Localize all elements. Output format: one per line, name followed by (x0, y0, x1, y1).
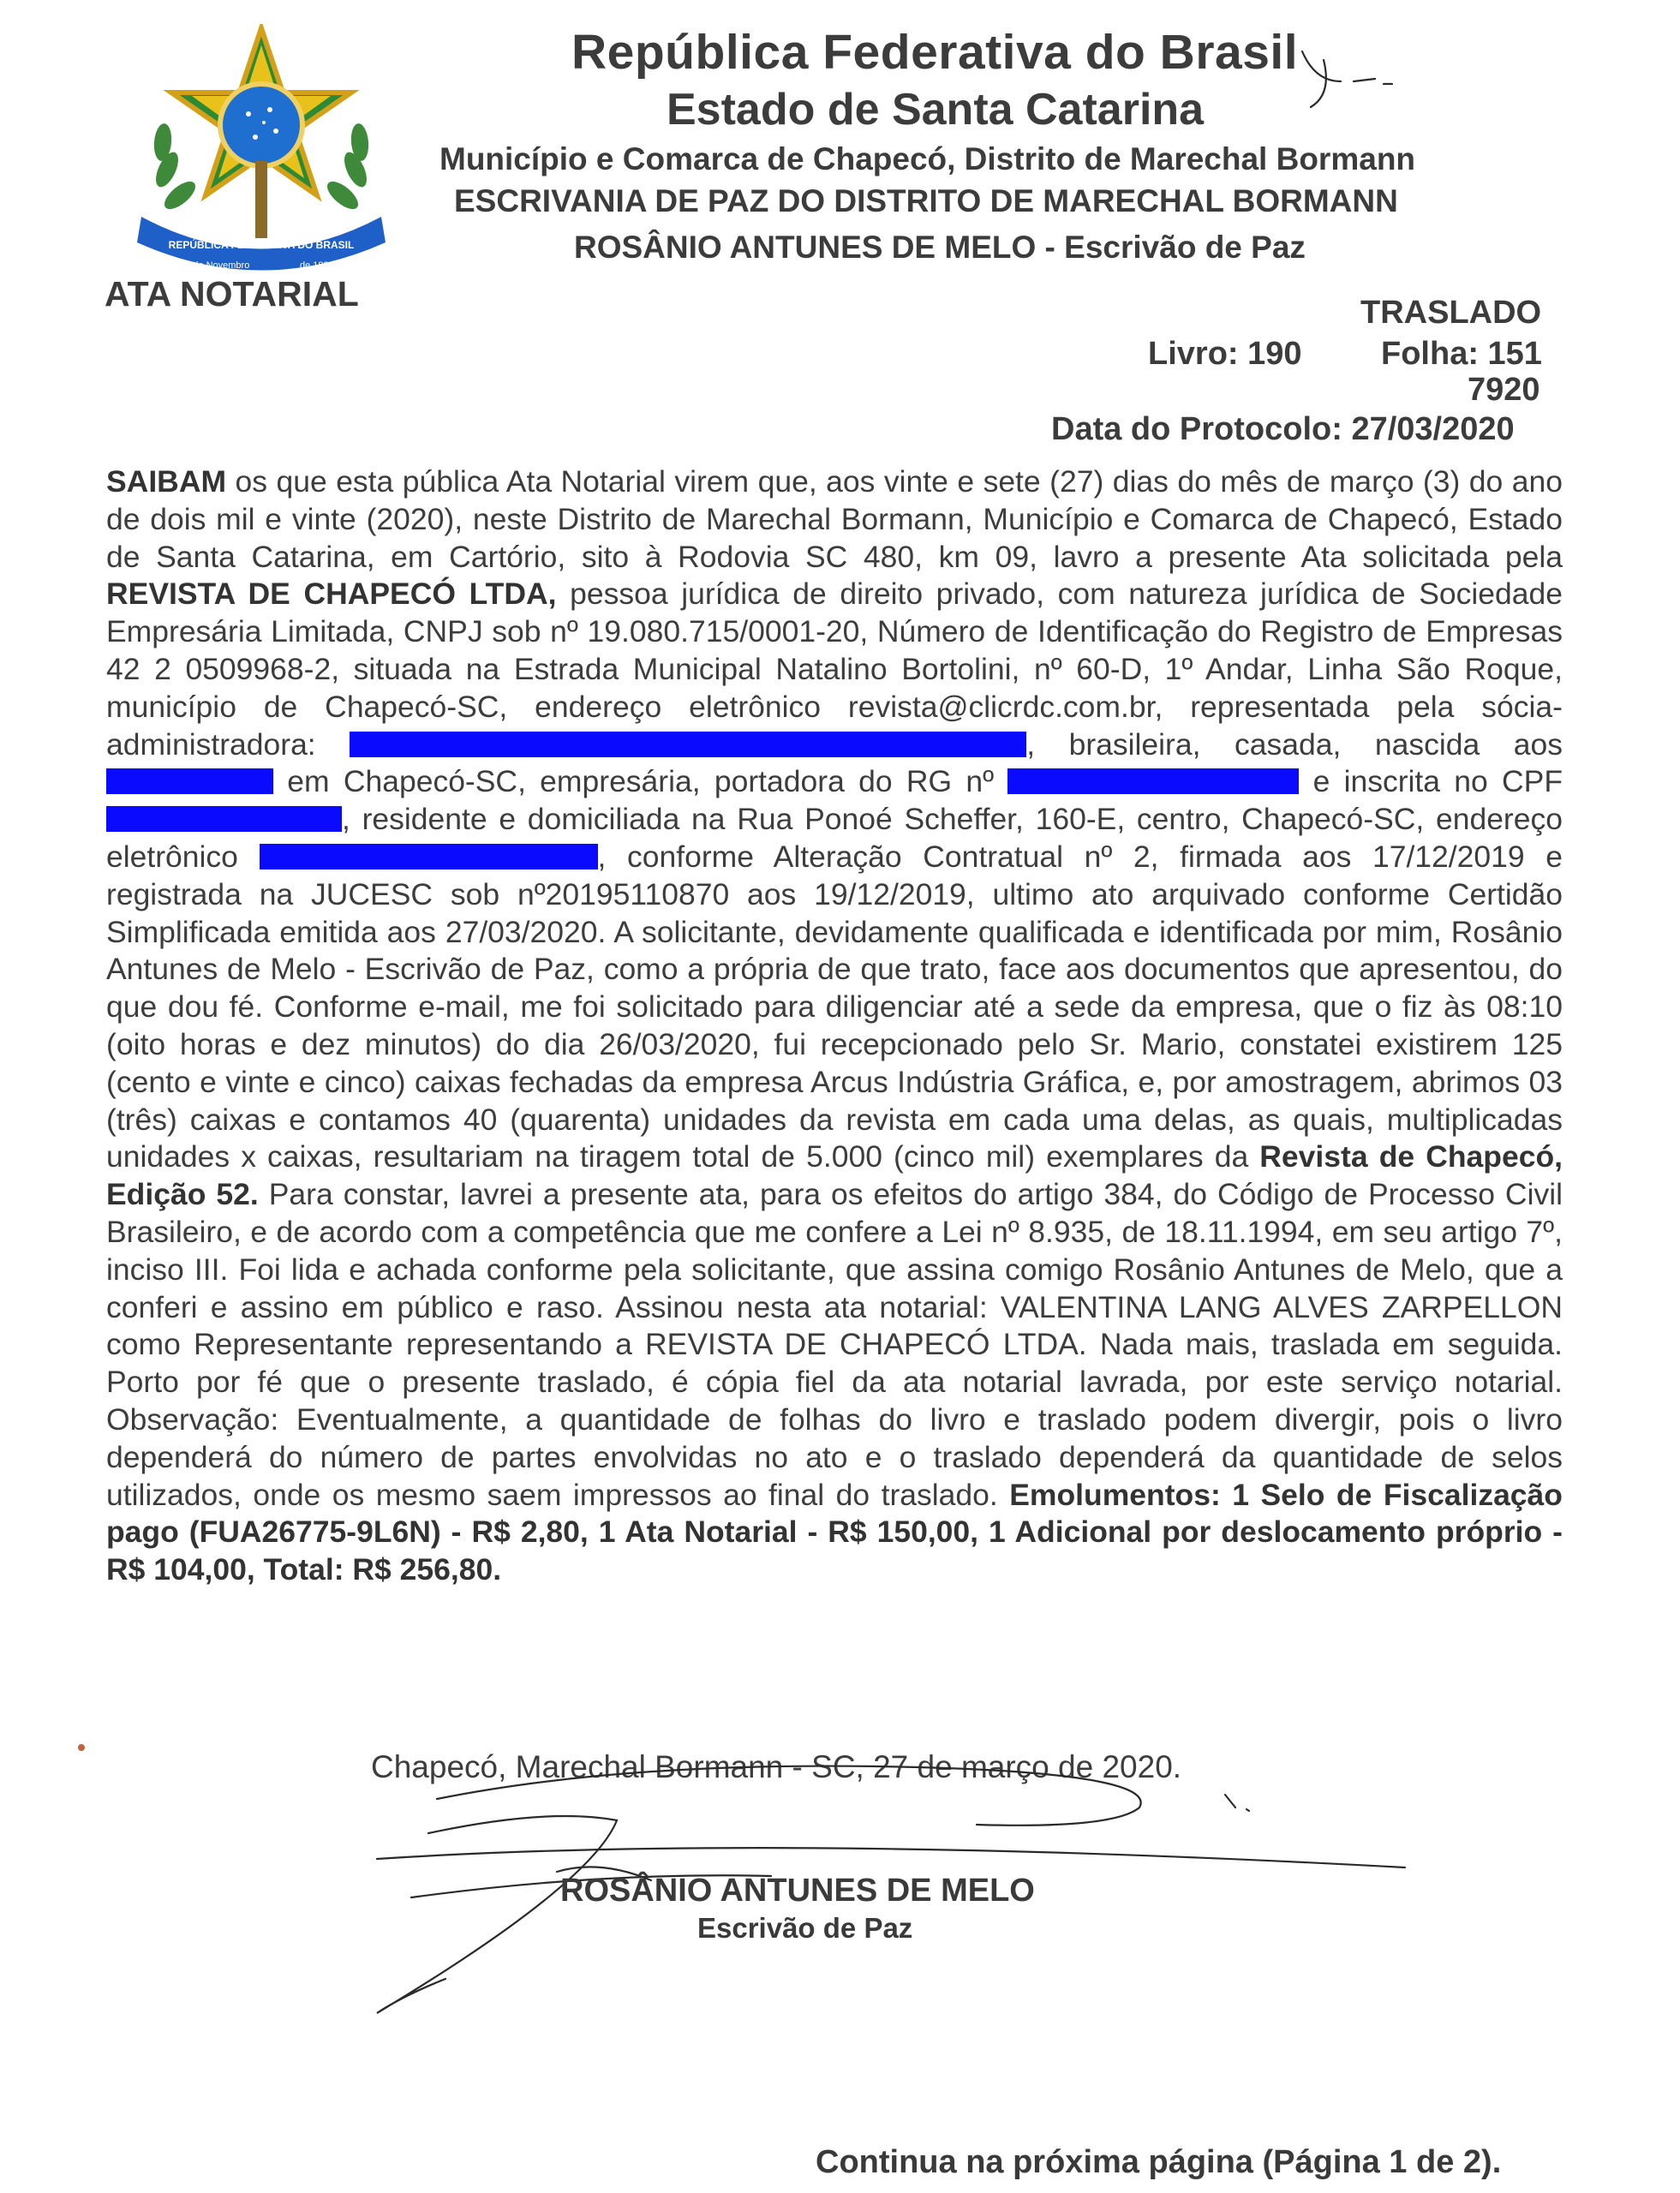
seal-banner-text: REPÚBLICA FEDERATIVA DO BRASIL (168, 239, 355, 251)
header-office: ESCRIVANIA DE PAZ DO DISTRITO DE MARECHAL BORMANN (454, 183, 1398, 218)
body-part-7: , conforme Alteração Contratual nº 2, firmada aos 17/12/2019 e registrada na JUCESC sob nº20195110870 aos 19/12/2019, ultimo ato arquivado conforme Certidão Simplificada emitida aos 27/03/2020. A solicitante, devidamente qualificada e identificada por mim, Rosânio Antunes de Melo - Escrivão de Paz, como a própria de que trato, face aos documentos que apresentou, do que dou fé. Conforme e-mail, me foi solicitado para diligenciar até a sede da empresa, que o fiz às 08:10 (oito horas e dez minutos) do dia 26/03/2020, fui recepcionado pelo Sr. Mario, constatei existirem 125 (cento e vinte e cinco) caixas fechadas da empresa Arcus Indústria Gráfica, e, por amostragem, abrimos 03 (três) caixas e contamos 40 (quarenta) unidades da revista em cada uma delas, as quais, multiplicadas unidades x caixas, resultariam na tiragem total de 5.000 (cinco mil) exemplares da (106, 839, 1563, 1174)
signatory-name: ROSÂNIO ANTUNES DE MELO (560, 1873, 1035, 1909)
seal-date-left: 15 de Novembro (180, 260, 250, 271)
emoluments-bold: Emolumentos: 1 Selo de Fiscalização pago (FUA26775-9L6N) - R$ 2,80, 1 Ata Notarial - R$ 150,00, 1 Adicional por deslocamento próprio - R$ 104,00, Total: R$ 256,80. (106, 1477, 1563, 1587)
place-and-date: Chapecó, Marechal Bormann - SC, 27 de março de 2020. (371, 1749, 1182, 1784)
document-type: ATA NOTARIAL (105, 274, 359, 314)
saibam-word: SAIBAM (106, 464, 227, 499)
seal-date-right: de 1889 (300, 260, 334, 271)
livro-label: Livro: 190 (1148, 336, 1302, 372)
traslado-label: TRASLADO (1360, 295, 1542, 331)
signatory-role: Escrivão de Paz (697, 1912, 913, 1944)
body-part-4: em Chapecó-SC, empresária, portadora do RG nº (287, 764, 995, 799)
folha-label: Folha: 151 (1381, 336, 1542, 372)
record-number: 7920 (1468, 372, 1540, 408)
header-municipality: Município e Comarca de Chapecó, Distrito de Marechal Bormann (439, 141, 1416, 176)
body-part-1: os que esta pública Ata Notarial virem que, aos vinte e sete (27) dias do mês de março (3) do ano de dois mil e vinte (2020), neste Distrito de Marechal Bormann, Município e Comarca de Chapecó, Estado de Santa Catarina, em Cartório, sito à Rodovia SC 480, km 09, lavro a presente Ata solicitada pela (106, 464, 1563, 574)
company-name-bold: REVISTA DE CHAPECÓ LTDA, (106, 577, 557, 612)
body-part-5: e inscrita no CPF (1312, 764, 1563, 799)
body-part-2: pessoa jurídica de direito privado, com natureza jurídica de Sociedade Empresária Limitada, CNPJ sob nº 19.080.715/0001-20, Número de Identificação do Registro de Empresas 42 2 0509968-2, situada na Estrada Municipal Natalino Bortolini, nº 60-D, 1º Andar, Linha São Roque, município de Chapecó-SC, endereço eletrônico revista@clicrdc.com.br, representada pela sócia-administradora: (106, 577, 1563, 762)
continuation-note: Continua na próxima página (Página 1 de 2). (816, 2144, 1502, 2180)
body-part-6: , residente e domiciliada na Rua Ponoé Scheffer, 160-E, centro, Chapecó-SC, endereço eletrônico (106, 802, 1563, 874)
body-part-8: Para constar, lavrei a presente ata, para os efeitos do artigo 384, do Código de Processo Civil Brasileiro, e de acordo com a competência que me confere a Lei nº 8.935, de 18.11.1994, em seu artigo 7º, inciso III. Foi lida e achada conforme pela solicitante, que assina comigo Rosânio Antunes de Melo, que a conferi e assino em público e raso. Assinou nesta ata notarial: VALENTINA LANG ALVES ZARPELLON como Representante representando a REVISTA DE CHAPECÓ LTDA. Nada mais, traslada em seguida. Porto por fé que o presente traslado, é cópia fiel da ata notarial lavrada, por este serviço notarial. Observação: Eventualmente, a quantidade de folhas do livro e traslado podem divergir, pois o livro dependerá do número de partes envolvidas no ato e o traslado dependerá da quantidade de selos utilizados, onde os mesmo saem impressos ao final do traslado. (106, 1177, 1563, 1512)
protocol-date: Data do Protocolo: 27/03/2020 (1051, 411, 1515, 447)
header-registrar: ROSÂNIO ANTUNES DE MELO - Escrivão de Paz (574, 230, 1306, 265)
header-republic: República Federativa do Brasil (571, 25, 1299, 80)
body-part-3: , brasileira, casada, nascida aos (1026, 726, 1563, 762)
header-state: Estado de Santa Catarina (667, 85, 1205, 134)
magazine-edition-bold: Revista de Chapecó, Edição 52. (106, 1139, 1563, 1212)
